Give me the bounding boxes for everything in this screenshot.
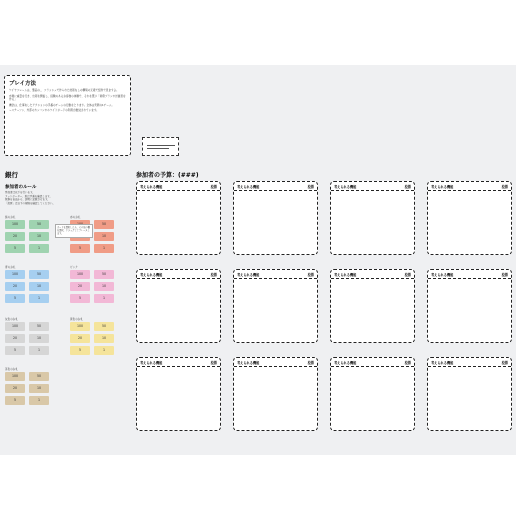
banknote[interactable]: 50 bbox=[29, 322, 49, 331]
banknote[interactable]: 10 bbox=[29, 384, 49, 393]
feature-card-vote: 投票 bbox=[307, 185, 314, 189]
feature-card[interactable] bbox=[136, 357, 221, 431]
rule-line: 「投票」は以下の規則を確認してください。 bbox=[5, 201, 56, 205]
feature-card-divider bbox=[428, 278, 511, 279]
rules-title: 参加者のルール bbox=[5, 185, 37, 190]
feature-card-title: 考えられる機能 bbox=[431, 185, 454, 189]
feature-card-divider bbox=[428, 366, 511, 367]
feature-card-vote: 投票 bbox=[501, 361, 508, 365]
feature-card-divider bbox=[137, 190, 220, 191]
banknote[interactable]: 5 bbox=[70, 294, 90, 303]
feature-card-vote: 投票 bbox=[501, 185, 508, 189]
money-group-label: 緑のお札 bbox=[5, 216, 16, 219]
feature-card-title: 考えられる機能 bbox=[431, 361, 454, 365]
money-group-label: ピンク bbox=[70, 266, 78, 269]
feature-card-divider bbox=[428, 190, 511, 191]
money-group-label: 茶色のお札 bbox=[5, 368, 18, 371]
feature-card[interactable] bbox=[427, 181, 512, 255]
feature-card-title: 考えられる機能 bbox=[237, 361, 260, 365]
tooltip: ボードを選択したら、その他の欄を選択、ドラッグしてプレースします。 bbox=[55, 224, 93, 238]
feature-card-title: 考えられる機能 bbox=[334, 185, 357, 189]
feature-card-divider bbox=[331, 366, 414, 367]
feature-card-divider bbox=[331, 278, 414, 279]
banknote[interactable]: 5 bbox=[70, 244, 90, 253]
banknote[interactable]: 20 bbox=[5, 384, 25, 393]
feature-card-vote: 投票 bbox=[404, 361, 411, 365]
money-group-label: 青のお札 bbox=[5, 266, 16, 269]
rule-line: 紙幣を自由から、説明に記載させます。 bbox=[5, 198, 50, 202]
how-to-play-title: プレイ方法 bbox=[9, 81, 37, 87]
banknote[interactable]: 1 bbox=[29, 396, 49, 405]
feature-card-vote: 投票 bbox=[501, 273, 508, 277]
feature-card-vote: 投票 bbox=[307, 273, 314, 277]
sticky-note[interactable] bbox=[142, 137, 179, 156]
banknote[interactable]: 20 bbox=[70, 334, 90, 343]
feature-card-divider bbox=[331, 190, 414, 191]
feature-card-divider bbox=[234, 190, 317, 191]
feature-card-title: 考えられる機能 bbox=[334, 273, 357, 277]
how-to-play-paragraph: ーステーソン、外部のカンバンやホワイトボードの利用が推奨されています。 bbox=[9, 109, 99, 113]
banknote[interactable]: 100 bbox=[5, 322, 25, 331]
banknote[interactable]: 20 bbox=[5, 232, 25, 241]
banknote[interactable]: 10 bbox=[94, 282, 114, 291]
feature-card-vote: 投票 bbox=[210, 273, 217, 277]
money-group-label: 赤のお札 bbox=[70, 216, 81, 219]
banknote[interactable]: 1 bbox=[94, 244, 114, 253]
banknote[interactable]: 100 bbox=[5, 220, 25, 229]
feature-card-title: 考えられる機能 bbox=[237, 185, 260, 189]
banknote[interactable]: 5 bbox=[5, 396, 25, 405]
banknote[interactable]: 100 bbox=[70, 322, 90, 331]
banknote[interactable]: 50 bbox=[94, 322, 114, 331]
feature-card[interactable] bbox=[330, 269, 415, 343]
rule-line: フットボーター、紙は手番を確認します。 bbox=[5, 194, 53, 198]
banknote[interactable]: 10 bbox=[94, 334, 114, 343]
banknote[interactable]: 10 bbox=[29, 282, 49, 291]
banknote[interactable]: 1 bbox=[29, 346, 49, 355]
banknote[interactable]: 20 bbox=[5, 282, 25, 291]
rules-text bbox=[5, 191, 105, 205]
bank-title: 銀行 bbox=[5, 171, 18, 179]
feature-card[interactable] bbox=[427, 269, 512, 343]
feature-card-vote: 投票 bbox=[404, 273, 411, 277]
feature-card-title: 考えられる機能 bbox=[334, 361, 357, 365]
banknote[interactable]: 100 bbox=[5, 372, 25, 381]
feature-card[interactable] bbox=[233, 269, 318, 343]
feature-card-title: 考えられる機能 bbox=[237, 273, 260, 277]
banknote[interactable]: 1 bbox=[94, 346, 114, 355]
feature-card[interactable] bbox=[136, 269, 221, 343]
feature-card[interactable] bbox=[427, 357, 512, 431]
feature-card-vote: 投票 bbox=[210, 361, 217, 365]
money-group-label: 灰色のお札 bbox=[5, 318, 18, 321]
banknote[interactable]: 50 bbox=[29, 270, 49, 279]
feature-card-title: 考えられる機能 bbox=[140, 185, 163, 189]
feature-card-vote: 投票 bbox=[210, 185, 217, 189]
banknote[interactable]: 10 bbox=[29, 334, 49, 343]
banknote[interactable]: 10 bbox=[94, 232, 114, 241]
banknote[interactable]: 100 bbox=[5, 270, 25, 279]
how-to-play-paragraph: 市場に重量を行き、出荷を開始し、経験のあるお客様の体験で、それを選ぶ「業務プランや計画書を作る」 bbox=[9, 94, 126, 102]
feature-card-title: 考えられる機能 bbox=[431, 273, 454, 277]
banknote[interactable]: 5 bbox=[5, 346, 25, 355]
feature-card-divider bbox=[137, 366, 220, 367]
banknote[interactable]: 20 bbox=[5, 334, 25, 343]
banknote[interactable]: 5 bbox=[70, 346, 90, 355]
how-to-play-paragraph: 機会は、仕事をしたアクションの手番のチームの行動をとります。全体は実際の1チーム。 bbox=[9, 103, 115, 107]
banknote[interactable]: 1 bbox=[94, 294, 114, 303]
feature-card[interactable] bbox=[330, 181, 415, 255]
budget-title: 参加者の予算：(###) bbox=[136, 172, 199, 179]
banknote[interactable]: 50 bbox=[29, 220, 49, 229]
banknote[interactable]: 50 bbox=[94, 270, 114, 279]
banknote[interactable]: 1 bbox=[29, 294, 49, 303]
banknote[interactable]: 5 bbox=[5, 244, 25, 253]
banknote[interactable]: 10 bbox=[29, 232, 49, 241]
feature-card-vote: 投票 bbox=[307, 361, 314, 365]
how-to-play-paragraph: ワイヤフレームは、製品の、、フラッシュで作られた技術なしの構築の元素で組件で見ますよ。 bbox=[9, 89, 119, 92]
how-to-play-panel[interactable] bbox=[4, 75, 131, 156]
feature-card[interactable] bbox=[233, 181, 318, 255]
banknote[interactable]: 50 bbox=[94, 220, 114, 229]
feature-card-divider bbox=[234, 366, 317, 367]
feature-card[interactable] bbox=[136, 181, 221, 255]
money-group-label: 黄色のお札 bbox=[70, 318, 83, 321]
banknote[interactable]: 1 bbox=[29, 244, 49, 253]
feature-card[interactable] bbox=[233, 357, 318, 431]
banknote[interactable]: 20 bbox=[70, 282, 90, 291]
banknote[interactable]: 100 bbox=[70, 270, 90, 279]
banknote[interactable]: 50 bbox=[29, 372, 49, 381]
banknote[interactable]: 5 bbox=[5, 294, 25, 303]
feature-card-title: 考えられる機能 bbox=[140, 273, 163, 277]
feature-card-divider bbox=[234, 278, 317, 279]
feature-card-vote: 投票 bbox=[404, 185, 411, 189]
feature-card-title: 考えられる機能 bbox=[140, 361, 163, 365]
feature-card[interactable] bbox=[330, 357, 415, 431]
rule-line: 参加者は以下を行います。 bbox=[5, 191, 35, 194]
feature-card-divider bbox=[137, 278, 220, 279]
